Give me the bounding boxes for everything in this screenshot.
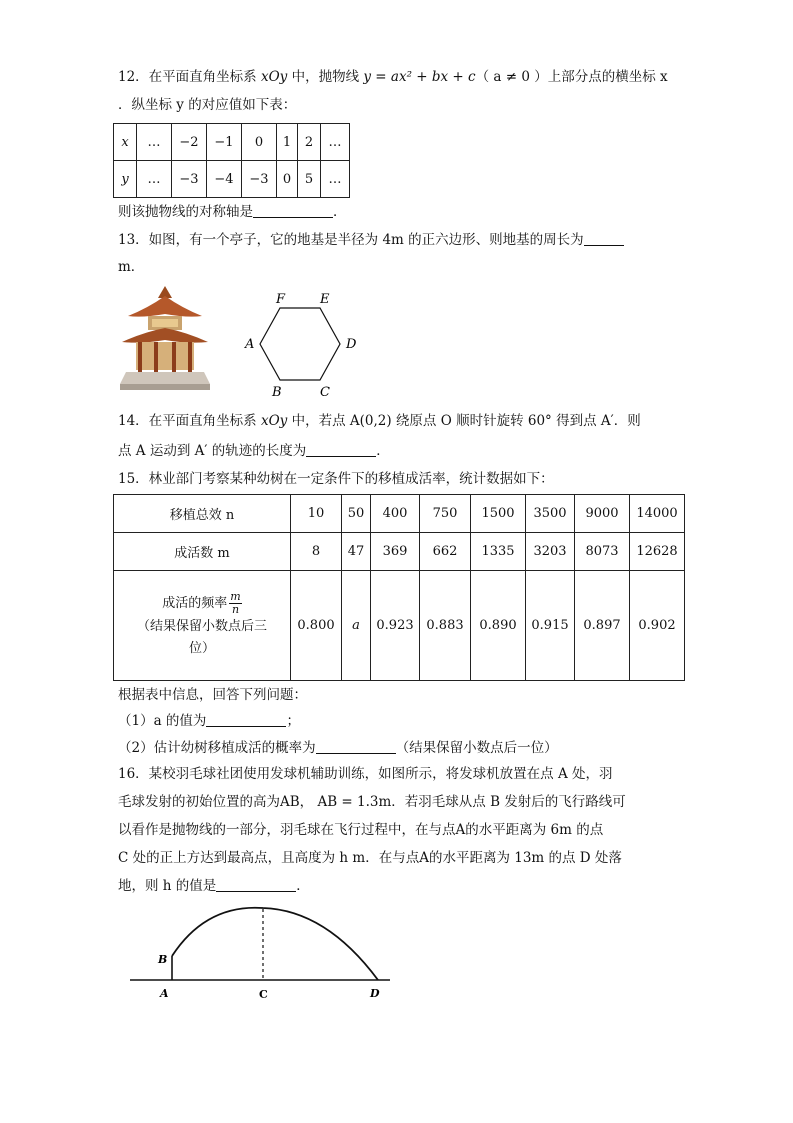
point-a-label: A <box>160 987 169 1000</box>
q12-question <box>118 201 347 223</box>
hexagon-label-e: E <box>320 292 330 307</box>
q12-formula: y = ax² + bx + c <box>363 69 476 85</box>
point-c-label: C <box>259 988 268 1001</box>
parabola-path <box>172 908 378 980</box>
table-cell: 1500 <box>471 495 526 533</box>
table-cell: 0 <box>277 161 298 198</box>
q15-sub1-end: ； <box>286 713 300 729</box>
q14-text-a: 14．在平面直角坐标系 <box>118 413 261 429</box>
q13-text: 13．如图，有一个亭子，它的地基是半径为 4m 的正六边形、则地基的周长为 <box>118 232 584 248</box>
table-cell: … <box>321 161 350 198</box>
q15-row3-label <box>114 571 291 681</box>
table-cell: 750 <box>420 495 471 533</box>
q14-end: ． <box>376 443 390 459</box>
q12-question-text: 则该抛物线的对称轴是 <box>118 204 253 220</box>
q16-line2: 毛球发射的初始位置的高为AB， AB = 1.3m．若羽毛球从点 B 发射后的飞行路线可 <box>118 794 626 810</box>
table-cell: 400 <box>371 495 420 533</box>
table-cell: 0.890 <box>471 571 526 681</box>
hexagon-label-c: C <box>320 385 330 400</box>
q15-sub1 <box>118 710 300 732</box>
q13-line2: m． <box>118 259 145 275</box>
fraction-denominator: n <box>231 603 240 616</box>
q14-text-b: 中，若点 A(0,2) 绕原点 O 顺时针旋转 60° 得到点 A′．则 <box>287 413 641 429</box>
q15-sub1-text: （1）a 的值为 <box>118 713 207 729</box>
q15-sub2 <box>118 737 558 759</box>
pavilion-upper-window <box>152 319 178 327</box>
q16-line4: C 处的正上方达到最高点，且高度为 h m．在与点A的水平距离为 13m 的点 D 处落 <box>118 850 622 866</box>
q15-table <box>113 494 685 681</box>
q12-line2: ．纵坐标 y 的对应值如下表： <box>118 97 297 113</box>
table-cell: 50 <box>342 495 371 533</box>
q12-mid: 中，抛物线 <box>287 69 364 85</box>
q15-row1-label: 移植总效 n <box>114 495 291 533</box>
table-cell: 8 <box>291 533 342 571</box>
hexagon-label-a: A <box>245 337 255 352</box>
table-cell: 0.902 <box>630 571 685 681</box>
q14-line2 <box>118 440 390 462</box>
pavilion-base <box>120 372 210 384</box>
point-b-label: B <box>158 953 168 966</box>
table-cell: 2 <box>298 124 321 161</box>
answer-blank[interactable] <box>584 231 624 246</box>
table-row <box>114 161 350 198</box>
q12-row-x-label: x <box>114 124 137 161</box>
pavilion-lower-roof <box>122 328 208 343</box>
point-d-label: D <box>370 987 380 1000</box>
fraction-numerator: m <box>230 590 241 603</box>
q12-row-y-label: y <box>114 161 137 198</box>
q15-sub2-end: （结果保留小数点后一位） <box>395 740 558 756</box>
table-cell: 47 <box>342 533 371 571</box>
q15-intro: 15．林业部门考察某种幼树在一定条件下的移植成活率，统计数据如下： <box>118 471 554 487</box>
table-cell: 0.897 <box>575 571 630 681</box>
table-cell: −4 <box>207 161 242 198</box>
table-cell: a <box>342 571 371 681</box>
answer-blank[interactable] <box>206 712 286 727</box>
hexagon-figure <box>240 288 364 400</box>
table-cell: 1335 <box>471 533 526 571</box>
answer-blank[interactable] <box>253 203 333 218</box>
table-cell: … <box>137 161 172 198</box>
q15-sub2-text: （2）估计幼树移植成活的概率为 <box>118 740 316 756</box>
q12-xoy: xOy <box>260 69 288 85</box>
hexagon-label-d: D <box>346 337 357 352</box>
q14-question: 点 A 运动到 A′ 的轨迹的长度为 <box>118 443 307 459</box>
table-cell: 0.800 <box>291 571 342 681</box>
q16-line1: 16．某校羽毛球社团使用发球机辅助训练，如图所示，将发球机放置在点 A 处，羽 <box>118 766 613 782</box>
table-cell: 5 <box>298 161 321 198</box>
q12-suffix: 上部分点的横坐标 x <box>547 69 668 85</box>
q14-line1 <box>118 410 641 432</box>
table-cell: … <box>137 124 172 161</box>
pavilion-base-edge <box>120 384 210 390</box>
q16-line3: 以看作是抛物线的一部分，羽毛球在飞行过程中，在与点A的水平距离为 6m 的点 <box>118 822 604 838</box>
hexagon-label-b: B <box>272 385 282 400</box>
q12-line1 <box>118 66 668 88</box>
answer-blank[interactable] <box>316 739 396 754</box>
table-cell: 369 <box>371 533 420 571</box>
table-cell: 0.883 <box>420 571 471 681</box>
q12-end: ． <box>333 204 347 220</box>
fraction-m-over-n <box>229 591 241 616</box>
table-row <box>114 533 685 571</box>
pavilion-pillar <box>188 342 192 372</box>
table-cell: 14000 <box>630 495 685 533</box>
table-cell: 8073 <box>575 533 630 571</box>
table-cell: 662 <box>420 533 471 571</box>
q16-line5 <box>118 875 310 897</box>
table-cell: 9000 <box>575 495 630 533</box>
table-cell: −1 <box>207 124 242 161</box>
table-cell: −3 <box>172 161 207 198</box>
table-row <box>114 124 350 161</box>
q16-question: 地，则 h 的值是 <box>118 878 217 894</box>
pavilion-body <box>136 342 194 370</box>
answer-blank[interactable] <box>306 442 376 457</box>
hexagon-shape <box>260 308 340 380</box>
q16-end: ． <box>296 878 310 894</box>
pavilion-upper-roof <box>128 296 202 317</box>
table-cell: 0.915 <box>526 571 575 681</box>
q15-row3-label-c: 位） <box>188 641 215 656</box>
q12-condition: （ a ≠ 0 ） <box>475 69 548 85</box>
table-row <box>114 571 685 681</box>
table-cell: 3203 <box>526 533 575 571</box>
table-cell: −3 <box>242 161 277 198</box>
table-cell: 0.923 <box>371 571 420 681</box>
table-cell: 10 <box>291 495 342 533</box>
table-cell: 0 <box>242 124 277 161</box>
q12-prefix: 12．在平面直角坐标系 <box>118 69 261 85</box>
q15-row3-label-b: （结果保留小数点后三 <box>136 619 267 634</box>
answer-blank[interactable] <box>216 877 296 892</box>
table-cell: 1 <box>277 124 298 161</box>
table-cell: … <box>321 124 350 161</box>
table-cell: 3500 <box>526 495 575 533</box>
q14-xoy: xOy <box>260 413 288 429</box>
pavilion-pillar <box>172 342 176 372</box>
table-cell: −2 <box>172 124 207 161</box>
q15-sub-intro: 根据表中信息，回答下列问题： <box>118 687 307 703</box>
pavilion-pillar <box>154 342 158 372</box>
table-cell: 12628 <box>630 533 685 571</box>
q15-row2-label: 成活数 m <box>114 533 291 571</box>
hexagon-label-f: F <box>276 292 286 307</box>
table-row <box>114 495 685 533</box>
pavilion-pillar <box>138 342 142 372</box>
pavilion-image <box>118 284 212 394</box>
trajectory-figure <box>126 900 396 1004</box>
q12-table <box>113 123 350 198</box>
q13-line1 <box>118 229 624 251</box>
q15-row3-label-a: 成活的频率 <box>162 596 228 611</box>
